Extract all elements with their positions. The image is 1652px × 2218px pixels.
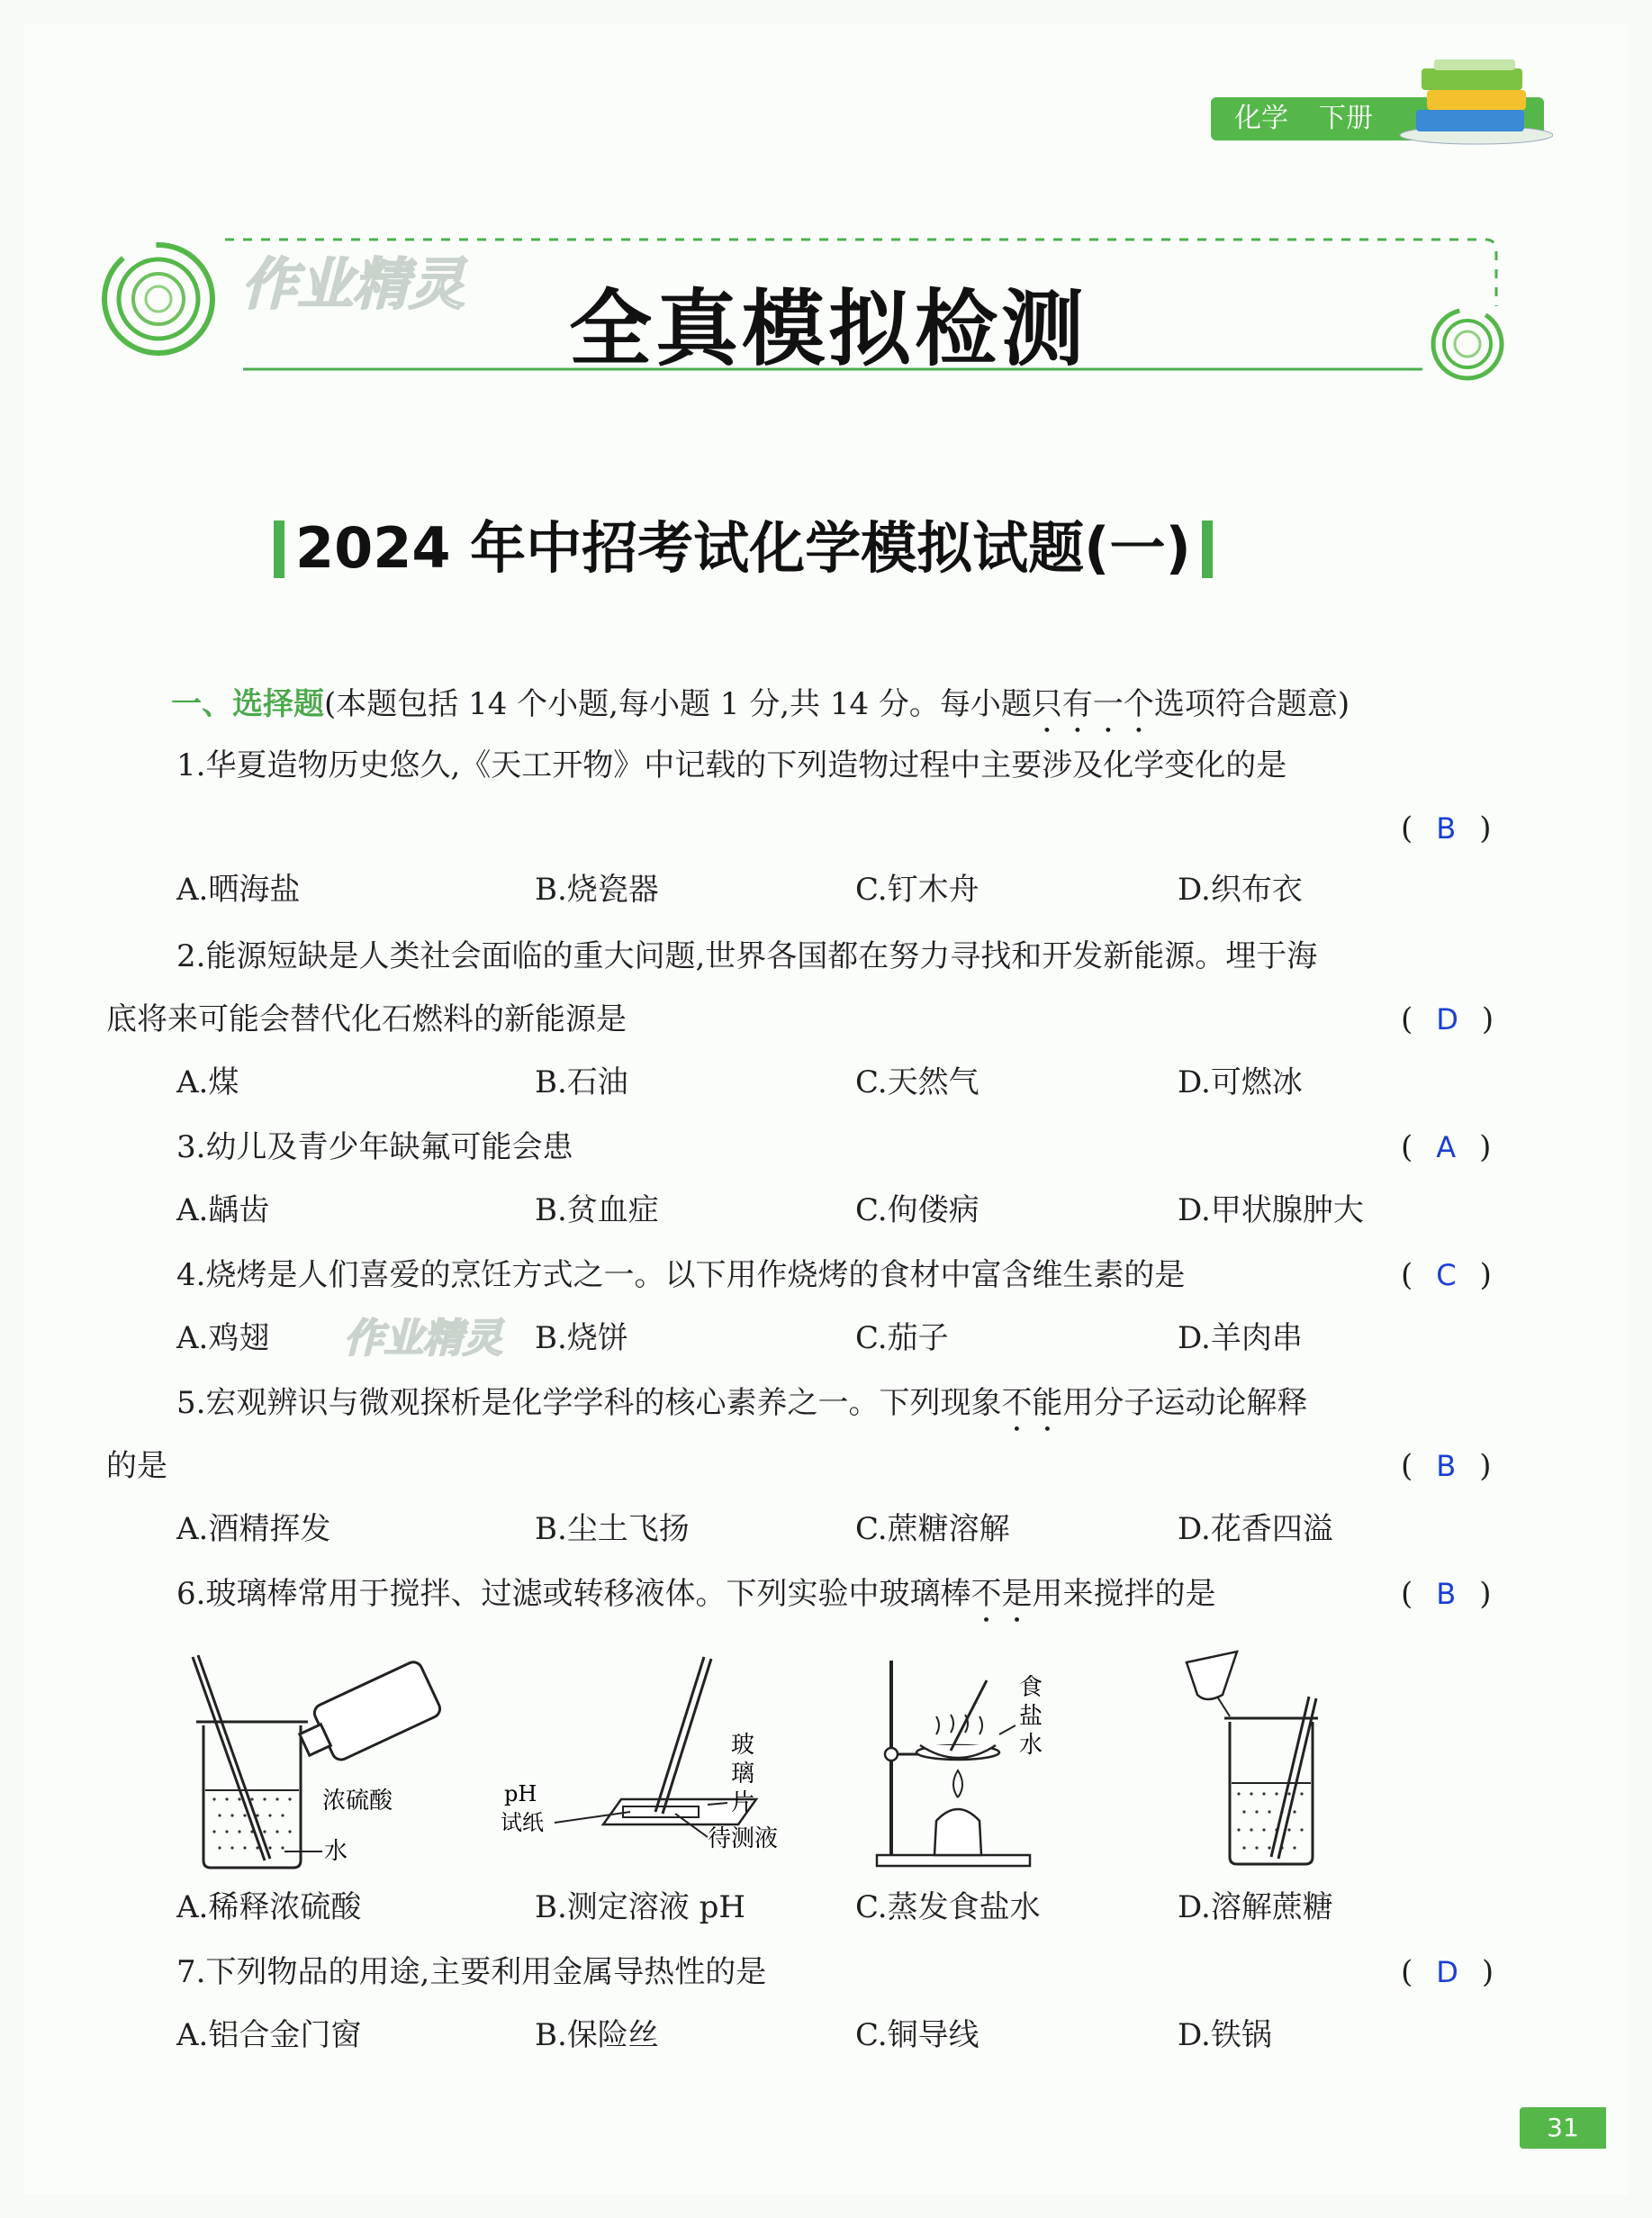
q1-option-a: A.晒海盐 xyxy=(176,872,301,908)
q1-option-d: D.织布衣 xyxy=(1178,872,1303,908)
q1-option-c: C.钉木舟 xyxy=(855,872,979,908)
watermark: 作业精灵 xyxy=(241,251,465,317)
q6-option-a: A.稀释浓硫酸 xyxy=(176,1889,362,1925)
label-water: 水 xyxy=(324,1838,348,1865)
q2-option-c: C.天然气 xyxy=(855,1064,979,1100)
subject-label: 化学 xyxy=(1234,103,1288,134)
q2-option-a: A.煤 xyxy=(176,1064,239,1100)
question-3-stem: 3.幼儿及青少年缺氟可能会患 xyxy=(176,1129,573,1165)
circle-ornament-right-icon xyxy=(1433,310,1502,378)
svg-text:片: 片 xyxy=(731,1789,755,1816)
figure-dilute-acid xyxy=(187,1644,457,1875)
q4-option-a: A.鸡翅 xyxy=(176,1320,270,1356)
svg-text:盐: 盐 xyxy=(1019,1703,1043,1730)
q1-option-b: B.烧瓷器 xyxy=(535,872,659,908)
q5-option-a: A.酒精挥发 xyxy=(176,1511,331,1547)
q5-option-c: C.蔗糖溶解 xyxy=(855,1511,1010,1547)
q5-option-b: B.尘土飞扬 xyxy=(535,1511,690,1547)
q6-option-b: B.测定溶液 pH xyxy=(535,1889,746,1925)
q3-option-b: B.贫血症 xyxy=(535,1192,659,1228)
q2-option-b: B.石油 xyxy=(535,1064,628,1100)
answer-6: ( B ) xyxy=(1401,1576,1492,1612)
q4-option-b: B.烧饼 xyxy=(535,1320,628,1356)
q7-option-b: B.保险丝 xyxy=(535,2017,659,2053)
label-test-paper: 试纸 xyxy=(501,1810,544,1835)
circle-ornament-left-icon xyxy=(104,245,212,353)
question-5-stem-line2: 的是 xyxy=(106,1448,167,1484)
answer-3: ( A ) xyxy=(1401,1129,1492,1165)
label-test-liquid: 待测液 xyxy=(708,1825,779,1852)
watermark-2: 作业精灵 xyxy=(344,1316,502,1362)
answer-1: ( B ) xyxy=(1401,810,1492,846)
question-2-stem-line1: 2.能源短缺是人类社会面临的重大问题,世界各国都在努力寻找和开发新能源。埋于海 xyxy=(176,938,1318,974)
label-conc-acid: 浓硫酸 xyxy=(322,1788,393,1815)
svg-text:玻: 玻 xyxy=(731,1732,755,1759)
q6-option-c: C.蒸发食盐水 xyxy=(855,1889,1041,1925)
svg-text:水: 水 xyxy=(1019,1732,1043,1759)
section-instructions: 一、选择题(本题包括 14 个小题,每小题 1 分,共 14 分。每小题只有一个选项符合题意) xyxy=(171,686,1350,722)
books-icon xyxy=(1391,56,1553,146)
figure-dissolve-sugar xyxy=(1170,1644,1332,1875)
answer-7: ( D ) xyxy=(1401,1954,1494,1990)
q7-option-a: A.铝合金门窗 xyxy=(176,2017,362,2053)
q3-option-c: C.佝偻病 xyxy=(855,1192,979,1228)
q6-option-d: D.溶解蔗糖 xyxy=(1178,1889,1333,1925)
label-ph: pH xyxy=(504,1781,537,1806)
page-number: 31 xyxy=(1520,2107,1606,2149)
paper-title: 2024 年中招考试化学模拟试题(一) xyxy=(274,517,1213,580)
volume-label: 下册 xyxy=(1319,103,1373,134)
question-7-stem: 7.下列物品的用途,主要利用金属导热性的是 xyxy=(176,1954,767,1990)
question-4-stem: 4.烧烤是人们喜爱的烹饪方式之一。以下用作烧烤的食材中富含维生素的是 xyxy=(176,1257,1186,1293)
figure-measure-ph xyxy=(495,1644,801,1875)
question-1-stem: 1.华夏造物历史悠久,《天工开物》中记载的下列造物过程中主要涉及化学变化的是 xyxy=(176,747,1287,783)
answer-4: ( C ) xyxy=(1401,1257,1492,1293)
q5-option-d: D.花香四溢 xyxy=(1178,1511,1333,1547)
svg-text:食: 食 xyxy=(1019,1674,1043,1701)
q4-option-c: C.茄子 xyxy=(855,1320,949,1356)
question-5-stem-line1: 5.宏观辨识与微观探析是化学学科的核心素养之一。下列现象不能用分子运动论解释 xyxy=(176,1385,1308,1421)
section-heading: 一、选择题 xyxy=(171,686,324,722)
answer-5: ( B ) xyxy=(1401,1448,1492,1484)
answer-2: ( D ) xyxy=(1401,1001,1494,1037)
q4-option-d: D.羊肉串 xyxy=(1178,1320,1303,1356)
svg-text:璃: 璃 xyxy=(731,1761,755,1788)
figure-evaporate xyxy=(864,1644,1062,1875)
q3-option-a: A.龋齿 xyxy=(176,1192,270,1228)
question-6-stem: 6.玻璃棒常用于搅拌、过滤或转移液体。下列实验中玻璃棒不是用来搅拌的是 xyxy=(176,1576,1216,1612)
q7-option-d: D.铁锅 xyxy=(1178,2017,1272,2053)
banner-title: 全真模拟检测 xyxy=(569,281,1088,377)
question-2-stem-line2: 底将来可能会替代化石燃料的新能源是 xyxy=(106,1001,627,1037)
q3-option-d: D.甲状腺肿大 xyxy=(1178,1192,1364,1228)
q7-option-c: C.铜导线 xyxy=(855,2017,979,2053)
q2-option-d: D.可燃冰 xyxy=(1178,1064,1303,1100)
